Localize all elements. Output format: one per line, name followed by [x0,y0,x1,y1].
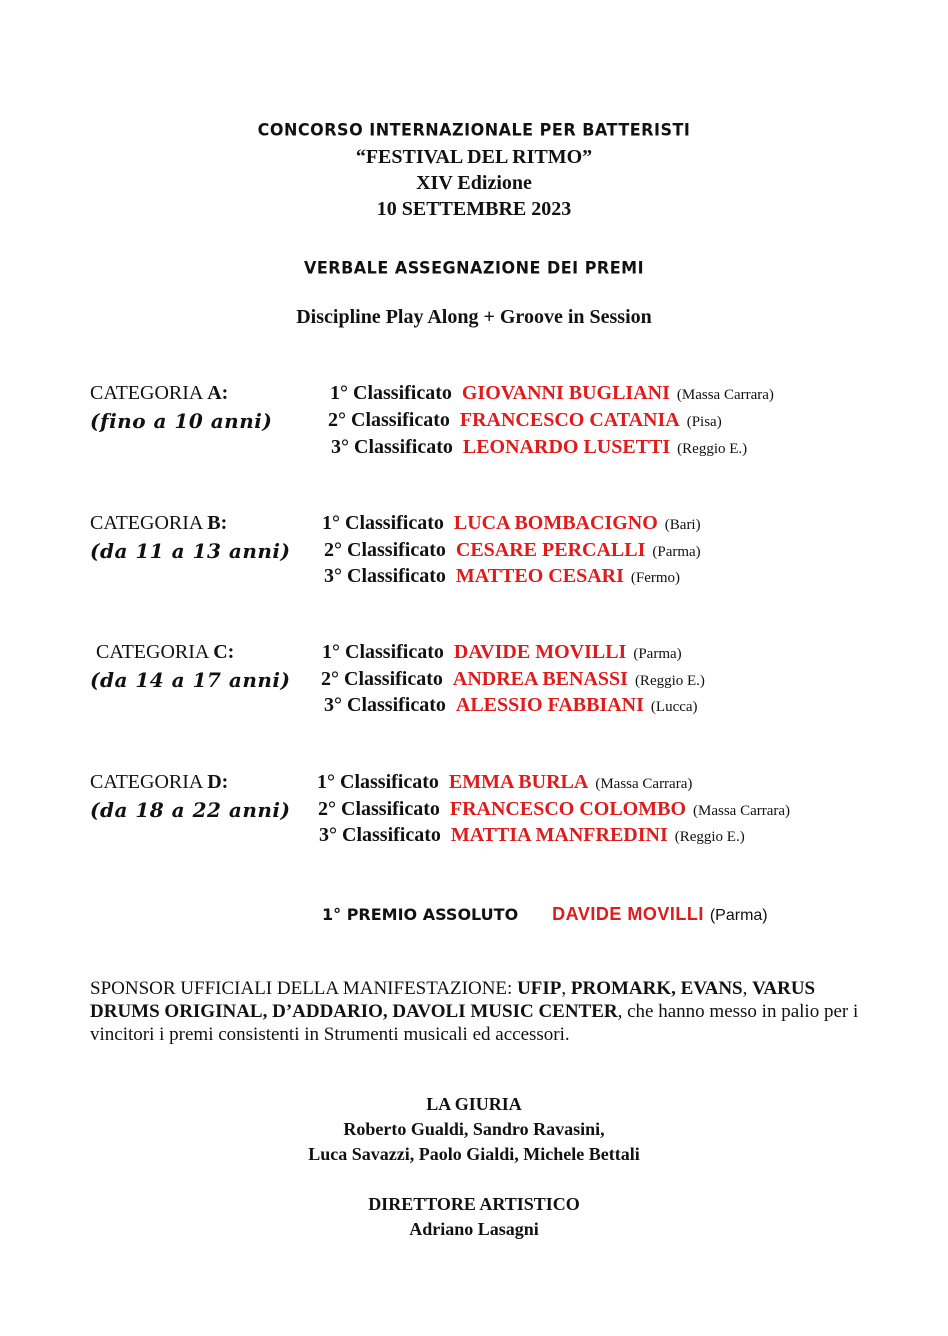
absolute-prize-label: 1° PREMIO ASSOLUTO [322,905,519,924]
category-a-age: (fino a 10 anni) [90,409,273,433]
jury-line-1: Roberto Gualdi, Sandro Ravasini, [343,1119,605,1139]
disciplines: Discipline Play Along + Groove in Session [296,306,652,328]
festival-name: “FESTIVAL DEL RITMO” [355,146,593,168]
result-row: 1° Classificato GIOVANNI BUGLIANI (Massa Carrara) [330,382,774,404]
category-c-age: (da 14 a 17 anni) [90,668,291,692]
category-a-label: CATEGORIA A: [90,382,229,404]
event-date: 10 SETTEMBRE 2023 [376,198,572,220]
result-row: 2° Classificato ANDREA BENASSI (Reggio E.) [321,668,705,690]
report-subtitle: VERBALE ASSEGNAZIONE DEI PREMI [303,257,645,278]
result-row: 1° Classificato DAVIDE MOVILLI (Parma) [322,641,682,663]
result-row: 2° Classificato FRANCESCO CATANIA (Pisa) [328,409,722,431]
category-d-age: (da 18 a 22 anni) [90,798,291,822]
jury-line-2: Luca Savazzi, Paolo Gialdi, Michele Bettali [308,1144,640,1164]
contest-title: CONCORSO INTERNAZIONALE PER BATTERISTI [257,119,691,140]
sponsors-paragraph: SPONSOR UFFICIALI DELLA MANIFESTAZIONE: UFIP, PROMARK, EVANS, VARUS DRUMS ORIGINAL, D’ADDARIO, DAVOLI MUSIC CENTER, che hanno messo in palio per i vincitori i premi consistenti in Strumenti musicali ed accessori. [90,978,859,1045]
director-name: Adriano Lasagni [409,1219,539,1239]
jury-title: LA GIURIA [426,1094,522,1114]
result-row: 2° Classificato FRANCESCO COLOMBO (Massa Carrara) [318,798,791,820]
result-row: 3° Classificato ALESSIO FABBIANI (Lucca) [324,694,698,716]
absolute-prize [322,904,768,925]
result-row: 3° Classificato LEONARDO LUSETTI (Reggio E.) [331,436,748,458]
category-b-label: CATEGORIA B: [90,512,228,534]
absolute-prize-winner: DAVIDE MOVILLI [552,904,704,924]
result-row: 1° Classificato EMMA BURLA (Massa Carrara) [317,771,693,793]
director-title: DIRETTORE ARTISTICO [368,1194,580,1214]
result-row: 3° Classificato MATTEO CESARI (Fermo) [324,565,681,587]
absolute-prize-city: (Parma) [709,907,768,924]
edition: XIV Edizione [416,172,532,194]
category-b-age: (da 11 a 13 anni) [90,539,291,563]
result-row: 3° Classificato MATTIA MANFREDINI (Reggio E.) [319,824,745,846]
result-row: 1° Classificato LUCA BOMBACIGNO (Bari) [322,512,701,534]
category-d-label: CATEGORIA D: [90,771,229,793]
category-c-label: CATEGORIA C: [96,641,235,663]
result-row: 2° Classificato CESARE PERCALLI (Parma) [324,539,701,561]
